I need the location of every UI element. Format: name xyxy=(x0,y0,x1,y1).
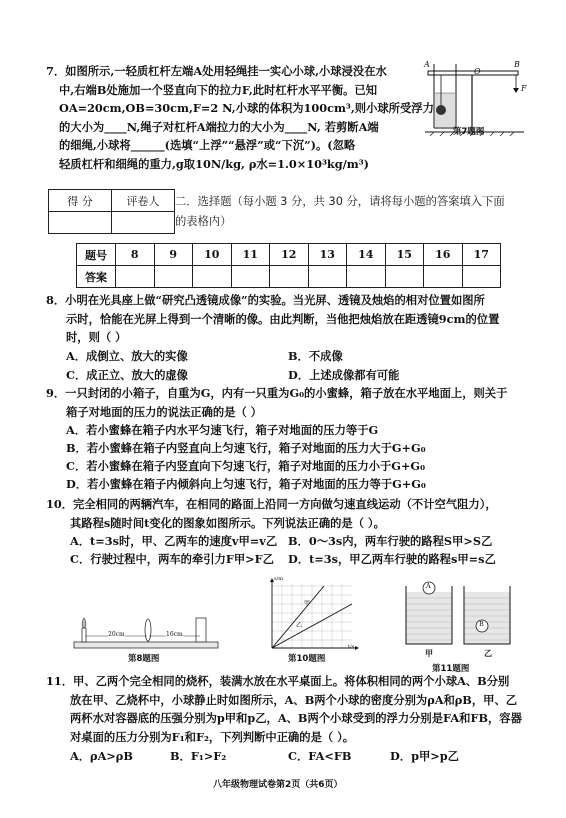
answer-cell[interactable] xyxy=(116,266,155,288)
question-number: 12 xyxy=(270,244,309,266)
answer-table-header: 答案 xyxy=(77,266,116,288)
grader-cell[interactable] xyxy=(112,212,175,234)
question-number: 15 xyxy=(385,244,424,266)
figure-10 xyxy=(262,578,360,654)
q10-line: 其路程s随时间t变化的图象如图所示。下列说法正确的是（ ）。 xyxy=(70,515,385,530)
q7-line: 中,右端B处施加一个竖直向下的拉力F,此时杠杆水平平衡。已知 xyxy=(59,82,378,97)
q9-option-b[interactable]: B．若小蜜蜂在箱子内竖直向上匀速飞行，箱子对地面的压力大于G+G₀ xyxy=(66,441,426,455)
q9-option-d[interactable]: D．若小蜜蜂在箱子内倾斜向上匀速飞行，箱子对地面的压力等于G+G₀ xyxy=(66,477,426,491)
q9-option-a[interactable]: A．若小蜜蜂在箱子内水平匀速飞行，箱子对地面的压力等于G xyxy=(66,423,379,437)
q9-line: 9．一只封闭的小箱子，自重为G，内有一只重为G₀的小蜜蜂，箱子放在水平地面上，则关于 xyxy=(46,386,508,400)
score-header: 得 分 xyxy=(49,190,112,212)
q9-option-c[interactable]: C．若小蜜蜂在箱子内竖直向下匀速飞行，箱子对地面的压力小于G+G₀ xyxy=(66,459,426,473)
answer-cell[interactable] xyxy=(347,266,386,288)
q8-line: 示时，恰能在光屏上得到一个清晰的像。由此判断，当他把烛焰放在距透镜9cm的位置 xyxy=(66,311,500,326)
question-number: 8 xyxy=(116,244,155,266)
distance-label: 16cm xyxy=(166,631,183,638)
answer-cell[interactable] xyxy=(231,266,270,288)
answer-table-header: 题号 xyxy=(77,244,116,266)
figure-8 xyxy=(72,600,222,655)
figure-7-caption: 第7题图 xyxy=(453,127,485,137)
page-footer: 八年级物理试卷第2页（共6页） xyxy=(213,780,343,790)
q11-option-a[interactable]: A．ρA>ρB xyxy=(70,749,133,763)
q11-line: 放在甲、乙烧杯中，小球静止时如图所示，A、B两个小球的密度分别为ρA和ρB，甲、乙 xyxy=(70,692,518,707)
q7-line: OA=20cm,OB=30cm,F=2 N,小球的体积为100cm³,则小球所受浮力 xyxy=(59,101,434,116)
question-number: 17 xyxy=(462,244,501,266)
optical-bench-diagram xyxy=(72,600,222,655)
ball-a-label: A xyxy=(426,582,431,590)
figure-11-caption: 第11题图 xyxy=(432,664,470,674)
question-8 xyxy=(46,291,536,347)
section-2-line: 的表格内） xyxy=(175,215,232,228)
q8-option-d[interactable]: D．上述成像都有可能 xyxy=(288,368,400,382)
q10-line: 10．完全相同的两辆汽车，在相同的路面上沿同一方向做匀速直线运动（不计空气阻力）， xyxy=(46,497,497,511)
x-axis-label: t/s xyxy=(348,644,355,650)
q7-line: 轻质杠杆和细绳的重力,g取10N/kg, ρ水=1.0×10³kg/m³) xyxy=(59,156,370,171)
question-number: 11 xyxy=(231,244,270,266)
label-a: A xyxy=(424,60,430,69)
q7-line: 的细绳,小球将______(选填“上浮”“悬浮”或“下沉”)。(忽略 xyxy=(59,138,356,153)
q7-line: 7．如图所示,一轻质杠杆左端A处用轻绳挂一实心小球,小球浸没在水 xyxy=(46,64,387,78)
distance-label: 20cm xyxy=(108,631,125,638)
question-11 xyxy=(46,672,536,746)
figure-8-caption: 第8题图 xyxy=(128,654,160,664)
y-axis-label: s/m xyxy=(274,576,283,582)
q7-line: 的大小为____N,绳子对杠杆A端拉力的大小为____N, 若剪断A端 xyxy=(59,119,379,134)
question-7 xyxy=(46,62,434,174)
answer-cell[interactable] xyxy=(385,266,424,288)
label-b: B xyxy=(514,60,520,69)
question-10 xyxy=(46,495,536,532)
label-f: F xyxy=(521,84,527,93)
answer-cell[interactable] xyxy=(193,266,232,288)
answer-table-answer-row xyxy=(77,266,501,288)
section-2-heading xyxy=(175,192,535,232)
answer-cell[interactable] xyxy=(424,266,463,288)
series-label-yi: 乙 xyxy=(296,622,303,629)
label-o: O xyxy=(474,67,481,76)
s-t-graph xyxy=(262,578,360,654)
beakers-diagram xyxy=(400,578,520,650)
beaker-label-jia: 甲 xyxy=(425,648,433,658)
answer-cell[interactable] xyxy=(270,266,309,288)
score-table xyxy=(48,189,175,234)
q8-option-c[interactable]: C．成正立、放大的虚像 xyxy=(66,368,188,382)
q11-line: 对桌面的压力分别为F₁和F₂，下列判断中正确的是（ ）。 xyxy=(70,729,355,744)
q11-option-b[interactable]: B．F₁>F₂ xyxy=(170,749,227,763)
answer-cell[interactable] xyxy=(462,266,501,288)
answer-cell[interactable] xyxy=(154,266,193,288)
q10-option-b[interactable]: B．0～3s内，两车行驶的路程S甲>S乙 xyxy=(288,534,493,548)
q10-option-c[interactable]: C．行驶过程中，两车的牵引力F甲>F乙 xyxy=(70,552,274,566)
figure-10-caption: 第10题图 xyxy=(288,654,326,664)
question-number: 9 xyxy=(154,244,193,266)
q10-option-d[interactable]: D．t=3s，甲乙两车行驶的路程s甲=s乙 xyxy=(288,552,496,566)
grader-header: 评卷人 xyxy=(112,190,175,212)
question-9 xyxy=(46,384,536,421)
q10-option-a[interactable]: A．t=3s时，甲、乙两车的速度v甲=v乙 xyxy=(70,534,278,548)
question-number: 10 xyxy=(193,244,232,266)
score-cell[interactable] xyxy=(49,212,112,234)
section-2-line: 二．选择题（每小题 3 分，共 30 分，请将每小题的答案填入下面 xyxy=(175,195,505,208)
q9-line: 箱子对地面的压力的说法正确的是（ ） xyxy=(66,404,262,419)
answer-table xyxy=(76,243,501,288)
figure-11 xyxy=(400,578,520,650)
answer-table-number-row xyxy=(77,244,501,266)
ball-b-label: B xyxy=(479,620,484,628)
answer-cell[interactable] xyxy=(308,266,347,288)
series-label-jia: 甲 xyxy=(304,600,311,607)
beaker-label-yi: 乙 xyxy=(484,648,492,658)
question-number: 16 xyxy=(424,244,463,266)
q8-option-a[interactable]: A．成倒立、放大的实像 xyxy=(66,349,188,363)
q11-line: 11．甲、乙两个完全相同的烧杯，装满水放在水平桌面上。将体积相同的两个小球A、B分别 xyxy=(46,674,510,688)
question-number: 14 xyxy=(347,244,386,266)
question-number: 13 xyxy=(308,244,347,266)
q8-option-b[interactable]: B．不成像 xyxy=(288,349,343,363)
q8-line: 时，则（ ） xyxy=(66,330,127,345)
q11-line: 两杯水对容器底的压强分别为p甲和p乙，A、B两个小球受到的浮力分别是FA和FB，容器 xyxy=(70,711,522,726)
q11-option-c[interactable]: C．FA<FB xyxy=(288,749,352,763)
q8-line: 8．小明在光具座上做“研究凸透镜成像”的实验。当光屏、透镜及烛焰的相对位置如图所 xyxy=(46,293,485,307)
q11-option-d[interactable]: D．p甲>p乙 xyxy=(390,749,459,763)
